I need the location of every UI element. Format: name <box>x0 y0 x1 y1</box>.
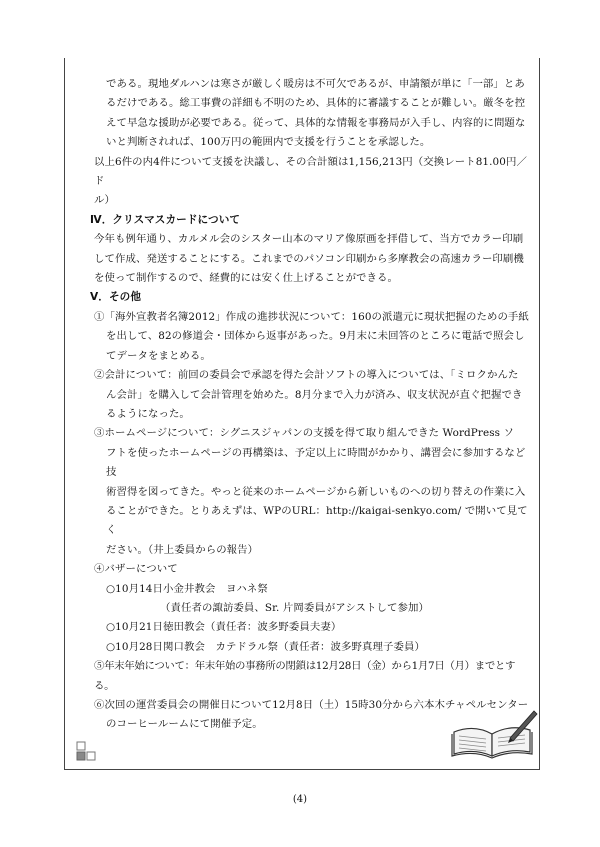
text-line: ださい。（井上委員からの報告） <box>106 543 259 556</box>
text-line: ん会計」を購入して会計管理を始めた。8月分まで入力が済み、収支状況が直ぐ把握でき <box>106 388 523 401</box>
bazaar-event <box>84 618 530 637</box>
text-line: 術習得を図ってきた。やっと従来のホームページから新しいものへの切り替えの作業に入 <box>106 485 526 498</box>
text-line: フトを使ったホームページの再構築は、予定以上に時間がかかり、講習会に参加するなど技 <box>106 446 526 479</box>
text-line: である。現地ダルハンは寒さが厳しく暖房は不可欠であるが、申請額が単に「一部」とあ <box>106 78 525 90</box>
event-date: ○10月21日 <box>106 621 163 634</box>
text-line: るだけである。総工事費の詳細も不明のため、具体的に審議することが難しい。厳冬を控 <box>106 97 526 110</box>
text-line: てデータをまとめる。 <box>106 349 211 362</box>
text-line: ることができた。とりあえずは、WPのURL：http://kaigai-senkyo.com/ で開いて見てく <box>106 504 528 537</box>
text-line: 今年も例年通り、カルメル会のシスター山本のマリア像原画を拝借して、当方でカラー印刷 <box>94 233 524 246</box>
text-line: いと判断されれば、100万円の範囲内で支援を行うことを承認した。 <box>106 136 431 149</box>
bazaar-event <box>84 638 530 657</box>
text-line: るようになった。 <box>106 407 190 420</box>
event-place: 関口教会 カテドラル祭（責任者：波多野真理子委員） <box>163 640 425 653</box>
list-item-accounting: ②会計について：前回の委員会で承認を得た会計ソフトの導入については、「ミロクかんた <box>94 369 519 382</box>
summary-line: ル） <box>94 194 115 207</box>
text-line: のコーヒールームにて開催予定。 <box>106 718 263 731</box>
event-place: 小金井教会 ヨハネ祭 <box>163 582 268 595</box>
document-body <box>84 75 530 735</box>
section-heading-christmas-card: Ⅳ．クリスマスカードについて <box>90 213 241 226</box>
section-heading-other: Ⅴ．その他 <box>90 291 142 304</box>
list-item-new-year: ⑤年末年始について：年末年始の事務所の閉鎖は12月28日（金）から1月7日（月）までとする。 <box>94 660 516 692</box>
event-note: （責任者の諏訪委員、Sr. 片岡委員がアシストして参加） <box>160 601 429 614</box>
bazaar-event <box>84 580 530 599</box>
corner-squares-icon <box>76 741 96 761</box>
open-book-pen-icon <box>448 708 538 760</box>
text-line: を使って制作するので、経費的には安く仕上げることができる。 <box>94 272 399 285</box>
list-item-next-meeting: ⑥次回の運営委員会の開催日について12月8日（土）15時30分から六本木チャペルセンター <box>94 699 529 711</box>
text-line: えて早急な援助が必要である。従って、具体的な情報を事務局が入手し、内容的に問題な <box>106 116 526 129</box>
list-item-homepage: ③ホームページについて：シグニスジャパンの支援を得て取り組んできた WordPress ソ <box>94 427 514 440</box>
page-number: (4) <box>292 794 308 805</box>
event-place: 徳田教会（責任者：波多野委員夫妻） <box>163 621 342 634</box>
list-item-directory: ①「海外宣教者名簿2012」作成の進捗状況について：160の派遣元に現状把握のための手紙 <box>94 310 529 323</box>
text-line: を出して、82の修道会・団体から返事があった。9月末に未回答のところに電話で照会し <box>106 330 525 343</box>
summary-line: 以上6件の内4件について支援を決議し、その合計額は1,156,213円（交換レート81.00円／ド <box>94 155 527 188</box>
text-line: して作成、発送することにする。これまでのパソコン印刷から多摩教会の高速カラー印刷機 <box>94 252 524 265</box>
event-date: ○10月14日 <box>106 582 163 595</box>
list-item-bazaar: ④バザーについて <box>94 563 178 576</box>
event-date: ○10月28日 <box>106 640 163 653</box>
